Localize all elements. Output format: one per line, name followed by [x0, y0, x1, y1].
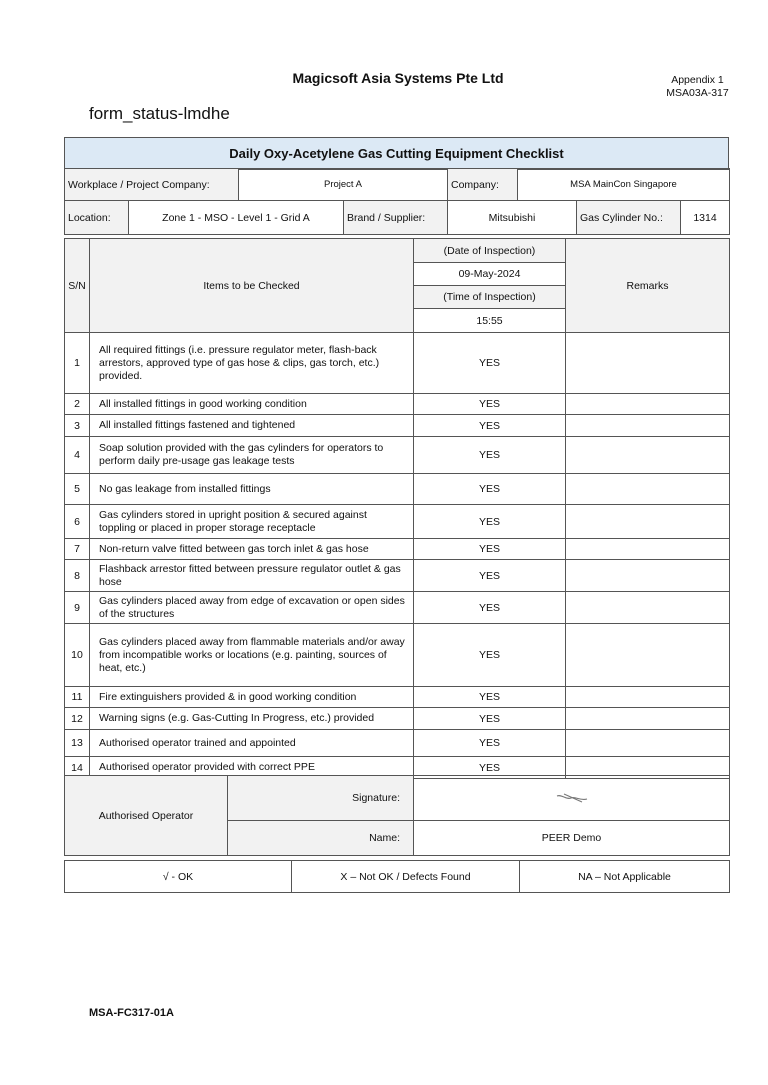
- row-item: Fire extinguishers provided & in good working condition: [90, 687, 414, 708]
- row-result: YES: [414, 560, 566, 592]
- checklist-row: [65, 333, 730, 394]
- row-item: Flashback arrestor fitted between pressure regulator outlet & gas hose: [90, 560, 414, 592]
- checklist-row: [65, 415, 730, 437]
- workplace-value: Project A: [239, 169, 448, 201]
- checklist-row: [65, 730, 730, 757]
- row-remarks: [566, 730, 730, 757]
- appendix-line-2: MSA03A-317: [666, 87, 729, 99]
- row-sn: 1: [65, 333, 90, 394]
- row-sn: 12: [65, 708, 90, 730]
- name-value: PEER Demo: [414, 821, 730, 856]
- operator-table: [64, 775, 730, 856]
- row-item: Gas cylinders placed away from flammable materials and/or away from incompatible works or locations (e.g. painting, sources of heat, etc.): [90, 624, 414, 687]
- company-value: MSA MainCon Singapore: [518, 169, 730, 201]
- time-value: 15:55: [414, 309, 566, 333]
- checklist-row: [65, 687, 730, 708]
- operator-label: Authorised Operator: [65, 776, 228, 856]
- legend-table: [64, 860, 730, 893]
- row-result: YES: [414, 333, 566, 394]
- row-sn: 14: [65, 757, 90, 779]
- checklist-row: [65, 708, 730, 730]
- row-item: Gas cylinders placed away from edge of excavation or open sides of the structures: [90, 592, 414, 624]
- row-sn: 10: [65, 624, 90, 687]
- appendix-ref: [640, 74, 755, 100]
- items-header: Items to be Checked: [90, 239, 414, 333]
- sn-header: S/N: [65, 239, 90, 333]
- row-sn: 2: [65, 394, 90, 415]
- checklist-table: [64, 238, 730, 779]
- row-item: All required fittings (i.e. pressure regulator meter, flash-back arrestors, approved type of gas hose & clips, gas torch, etc.) provided.: [90, 333, 414, 394]
- row-sn: 9: [65, 592, 90, 624]
- checklist-row: [65, 394, 730, 415]
- checklist-row: [65, 474, 730, 505]
- appendix-line-1: Appendix 1: [671, 74, 724, 86]
- location-table: [64, 200, 730, 235]
- workplace-table: [64, 168, 730, 201]
- row-remarks: [566, 474, 730, 505]
- name-label: Name:: [228, 821, 414, 856]
- row-item: Warning signs (e.g. Gas-Cutting In Progress, etc.) provided: [90, 708, 414, 730]
- row-item: No gas leakage from installed fittings: [90, 474, 414, 505]
- cylinder-value: 1314: [681, 201, 730, 235]
- checklist-row: [65, 560, 730, 592]
- row-item: Authorised operator trained and appointed: [90, 730, 414, 757]
- row-result: YES: [414, 474, 566, 505]
- row-result: YES: [414, 592, 566, 624]
- checklist-row: [65, 539, 730, 560]
- row-sn: 5: [65, 474, 90, 505]
- checklist-row: [65, 592, 730, 624]
- row-item: All installed fittings in good working condition: [90, 394, 414, 415]
- legend-not-ok: X – Not OK / Defects Found: [292, 861, 520, 893]
- row-sn: 7: [65, 539, 90, 560]
- date-value: 09-May-2024: [414, 263, 566, 286]
- row-item: Soap solution provided with the gas cylinders for operators to perform daily pre-usage gas leakage tests: [90, 437, 414, 474]
- form-title: Daily Oxy-Acetylene Gas Cutting Equipment Checklist: [65, 138, 729, 170]
- row-remarks: [566, 333, 730, 394]
- row-result: YES: [414, 539, 566, 560]
- form-status: form_status-lmdhe: [89, 104, 230, 123]
- row-sn: 6: [65, 505, 90, 539]
- checklist-row: [65, 437, 730, 474]
- checklist-row: [65, 624, 730, 687]
- signature-image: [554, 790, 590, 804]
- row-item: Gas cylinders stored in upright position & secured against toppling or placed in proper storage receptacle: [90, 505, 414, 539]
- row-result: YES: [414, 415, 566, 437]
- legend-na: NA – Not Applicable: [520, 861, 730, 893]
- brand-value: Mitsubishi: [448, 201, 577, 235]
- row-item: Non-return valve fitted between gas torch inlet & gas hose: [90, 539, 414, 560]
- title-table: [64, 137, 729, 170]
- signature-cell: [414, 776, 730, 821]
- row-result: YES: [414, 394, 566, 415]
- row-result: YES: [414, 757, 566, 779]
- legend-ok: √ - OK: [65, 861, 292, 893]
- company-name: Magicsoft Asia Systems Pte Ltd: [292, 70, 504, 86]
- row-sn: 8: [65, 560, 90, 592]
- row-remarks: [566, 415, 730, 437]
- row-result: YES: [414, 437, 566, 474]
- time-label: (Time of Inspection): [414, 286, 566, 309]
- row-remarks: [566, 539, 730, 560]
- row-remarks: [566, 708, 730, 730]
- company-label: Company:: [448, 169, 518, 201]
- row-sn: 11: [65, 687, 90, 708]
- row-remarks: [566, 560, 730, 592]
- row-item: All installed fittings fastened and tightened: [90, 415, 414, 437]
- row-result: YES: [414, 505, 566, 539]
- cylinder-label: Gas Cylinder No.:: [577, 201, 681, 235]
- location-value: Zone 1 - MSO - Level 1 - Grid A: [129, 201, 344, 235]
- location-label: Location:: [65, 201, 129, 235]
- row-remarks: [566, 687, 730, 708]
- row-sn: 13: [65, 730, 90, 757]
- checklist-body: [65, 239, 730, 779]
- row-remarks: [566, 624, 730, 687]
- row-sn: 3: [65, 415, 90, 437]
- date-label: (Date of Inspection): [414, 239, 566, 263]
- row-item: Authorised operator provided with correct PPE: [90, 757, 414, 779]
- signature-label: Signature:: [228, 776, 414, 821]
- row-remarks: [566, 505, 730, 539]
- row-result: YES: [414, 624, 566, 687]
- checklist-row: [65, 505, 730, 539]
- workplace-label: Workplace / Project Company:: [65, 169, 239, 201]
- row-result: YES: [414, 730, 566, 757]
- row-result: YES: [414, 687, 566, 708]
- row-remarks: [566, 592, 730, 624]
- row-sn: 4: [65, 437, 90, 474]
- row-result: YES: [414, 708, 566, 730]
- row-remarks: [566, 394, 730, 415]
- brand-label: Brand / Supplier:: [344, 201, 448, 235]
- form-code: MSA-FC317-01A: [89, 1007, 174, 1019]
- row-remarks: [566, 437, 730, 474]
- remarks-header: Remarks: [566, 239, 730, 333]
